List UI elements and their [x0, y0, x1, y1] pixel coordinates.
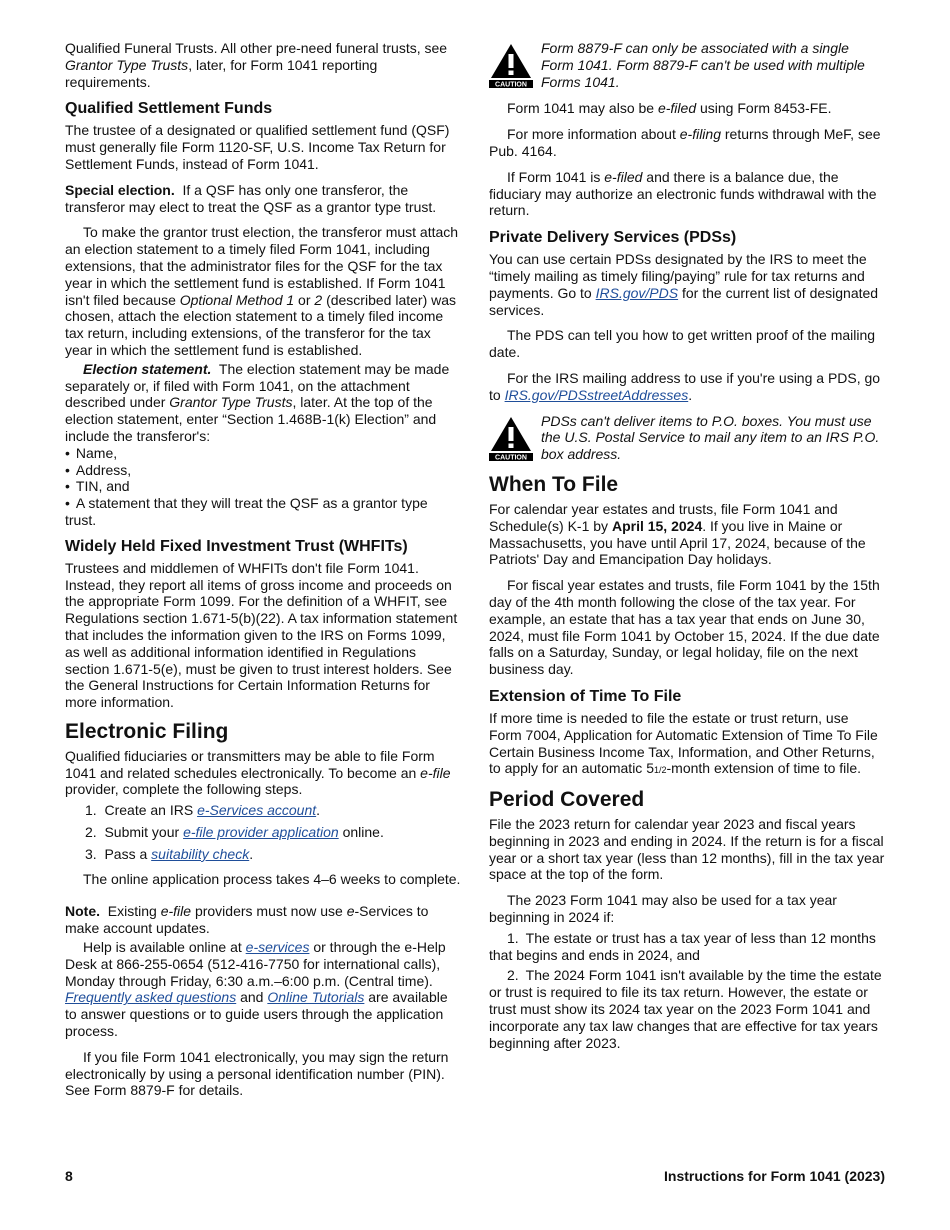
text: For calendar year estates and trusts, file Form 1041 and Schedule(s) K-1 by [489, 500, 838, 534]
page-number: 8 [65, 1168, 73, 1184]
list-item [85, 824, 461, 841]
step-number: 3. [85, 845, 97, 862]
pds-paragraph-1 [489, 251, 885, 318]
caution-text: PDSs can't deliver items to P.O. boxes. You must use the U.S. Postal Service to mail any item to an IRS P.O. box address. [541, 412, 880, 463]
text-italic: e-filed [604, 168, 643, 185]
caution-box [489, 413, 885, 463]
fraction: 1/2 [654, 765, 667, 776]
text: providers must now use [191, 903, 347, 920]
pds-paragraph-2: The PDS can tell you how to get written proof of the mailing date. [489, 327, 876, 361]
when-to-file-paragraph-1 [489, 501, 885, 568]
text: . If you live in Maine or Massachusetts, you have until April 17, 2024, because of the Patriots' Day and Emancipation Day holidays. [489, 517, 866, 568]
text-italic: 2 [314, 291, 323, 308]
period-covered-paragraph-2: The 2023 Form 1041 may also be used for a tax year beginning in 2024 if: [489, 892, 837, 926]
extension-heading: Extension of Time To File [489, 687, 682, 705]
text: If more time is needed to file the estate or trust return, use Form 7004, Application for Automatic Extension of Time To File Certain Business Income Tax, Information, and Other Returns, to apply for an automatic 5 [489, 709, 878, 777]
caution-label: CAUTION [495, 454, 527, 461]
text: -month extension of time to file. [666, 760, 862, 777]
when-to-file-heading: When To File [489, 472, 619, 496]
caution-icon [489, 42, 533, 88]
text: For more information about [507, 126, 680, 143]
list-item: • Name, [65, 445, 461, 462]
help-paragraph [65, 939, 461, 1040]
list-item: • Address, [65, 462, 461, 479]
text: , later. At the top of the election statement, enter “Section 1.468B-1(k) Election” and include the transferor's: [65, 394, 437, 444]
text: For the IRS mailing address to use if you're using a PDS, go to [489, 369, 881, 403]
text: and [236, 989, 268, 1006]
period-covered-paragraph-1: File the 2023 return for calendar year 2023 and fiscal years beginning in 2023 and ending in 2024. If the return is for a fiscal year or a short tax year (less than 12 months), fill in the tax year space at the top of the form. [489, 816, 885, 883]
text: for the current list of designated services. [489, 284, 879, 318]
e-services-link[interactable]: e-services [245, 939, 310, 956]
left-column [65, 40, 461, 1108]
text: Existing [107, 903, 161, 920]
text: provider, complete the following steps. [65, 781, 303, 798]
pds-paragraph-3 [489, 370, 885, 404]
text-italic: e-filing [679, 126, 721, 143]
text-italic: e-file [160, 903, 192, 920]
faq-link[interactable]: Frequently asked questions [65, 989, 237, 1006]
text: using Form 8453-FE. [696, 100, 832, 117]
list-item: 2. The 2024 Form 1041 isn't available by the time the estate or trust is required to file its tax return. However, the estate or trust must show its 2024 tax year on the 2023 Form 1041 and incorporate any tax law changes that are effective for tax years beginning after 2023. [489, 967, 882, 1051]
text: Submit your [104, 824, 184, 841]
whfit-heading: Widely Held Fixed Investment Trust (WHFITs) [65, 537, 408, 555]
right-column [489, 40, 885, 1060]
list-item [85, 846, 461, 863]
text: Qualified fiduciaries or transmitters may be able to file Form 1041 and related schedules electronically. To become an [65, 747, 435, 781]
list-item: • A statement that they will treat the QSF as a grantor type trust. [65, 495, 461, 529]
text: -Services to make account updates. [65, 903, 429, 937]
text-italic: e [346, 903, 355, 920]
when-to-file-paragraph-2: For fiscal year estates and trusts, file Form 1041 by the 15th day of the 4th month following the close of the tax year. For example, an estate that has a tax year that ends on June 30, 2024, must file Form 1041 by October 15, 2024. If the due date falls on a Saturday, Sunday, or legal holiday, file on the next business day. [489, 577, 880, 678]
caution-text: Form 8879-F can only be associated with a single Form 1041. Form 8879-F can't be used with multiple Forms 1041. [541, 40, 865, 90]
run-in-label: Election statement. [83, 360, 212, 377]
text: If Form 1041 is [507, 168, 605, 185]
e-file-provider-application-link[interactable]: e-file provider application [183, 824, 339, 841]
text: . [688, 386, 693, 403]
intro-paragraph [65, 40, 461, 90]
qsf-paragraph: The trustee of a designated or qualified settlement fund (QSF) must generally file Form 1120-SF, U.S. Income Tax Return for Settlement Funds, instead of Form 1041. [65, 122, 450, 172]
text: or [294, 291, 315, 308]
note-paragraph [65, 903, 461, 937]
footer-title: Instructions for Form 1041 (2023) [664, 1168, 885, 1184]
step-number: 2. [85, 824, 97, 841]
grantor-election-paragraph [65, 224, 461, 358]
text: The election statement may be made separately or, if filed with Form 1041, on the attachment described under [65, 360, 450, 411]
list-item: 1. The estate or trust has a tax year of less than 12 months that begins and ends in 2024, and [489, 929, 876, 963]
text-italic: e-file [420, 764, 451, 781]
text: are available to answer questions or to guide users through the application process. [65, 989, 448, 1040]
election-statement-paragraph [65, 361, 461, 445]
text: (described later) was chosen, attach the election statement to a timely filed income tax return, including extensions, of the transferor for the tax year in which the settlement fund is established. [65, 291, 457, 358]
qsf-heading: Qualified Settlement Funds [65, 100, 273, 118]
suitability-check-link[interactable]: suitability check [151, 845, 250, 862]
text: Form 1041 may also be [507, 100, 658, 117]
text: . [316, 802, 321, 819]
list-item: • TIN, and [65, 478, 461, 495]
text: Create an IRS [104, 802, 198, 819]
step-number: 1. [85, 802, 97, 819]
caution-icon [489, 415, 533, 461]
list-item [85, 802, 461, 819]
online-tutorials-link[interactable]: Online Tutorials [267, 989, 365, 1006]
run-in-label: Special election. [65, 181, 175, 198]
whfit-paragraph: Trustees and middlemen of WHFITs don't file Form 1041. Instead, they report all items of gross income and proceeds on the appropriate Form 1099. For the definition of a WHFIT, see Regulations section 1.671-5(b)(22). A tax information statement that includes the information given to the IRS on Forms 1099, as well as additional information identified in Regulations section 1.671-5(e), must be given to trust interest holders. See the General Instructions for Certain Information Returns for more information. [65, 559, 458, 711]
text: and there is a balance due, the fiduciary may authorize an electronic funds withdrawal with the return. [489, 168, 877, 219]
ef-weeks-paragraph: The online application process takes 4–6 weeks to complete. [83, 870, 461, 887]
pin-paragraph: If you file Form 1041 electronically, you may sign the return electronically by using a personal identification number (PIN). See Form 8879-F for details. [65, 1048, 449, 1099]
text-italic: Grantor Type Trusts [65, 56, 189, 73]
text: To make the grantor trust election, the transferor must attach an election statement to a timely filed Form 1041, including extensions, that the administrator files for the QSF for the tax year in which the settlement fund is established. If Form 1041 isn't filed because [65, 224, 459, 308]
text: If a QSF has only one transferor, the transferor may elect to treat the QSF as a grantor type trust. [65, 181, 437, 215]
run-in-label: Note. [65, 903, 100, 920]
text: online. [338, 824, 384, 841]
text: , later, for Form 1041 reporting requirements. [65, 56, 378, 90]
text: . [249, 845, 254, 862]
text: returns through MeF, see Pub. 4164. [489, 126, 881, 159]
text-italic: e-filed [657, 100, 697, 117]
text: Qualified Funeral Trusts. All other pre-need funeral trusts, see [65, 40, 448, 56]
period-covered-heading: Period Covered [489, 788, 645, 812]
pds-heading: Private Delivery Services (PDSs) [489, 229, 737, 247]
extension-paragraph [489, 710, 885, 779]
text: Help is available online at [83, 939, 246, 956]
text: or through the e-Help Desk at 866-255-0654 (512-416-7750 for international calls), Monday through Friday, 6:30 a.m.–6:00 p.m. (Central time). [65, 939, 446, 989]
text-italic: Optional Method 1 [179, 291, 295, 308]
text-italic: Grantor Type Trusts [169, 394, 293, 411]
text: Pass a [104, 845, 152, 862]
mef-paragraph [489, 126, 885, 160]
text: You can use certain PDSs designated by the IRS to meet the “timely mailing as timely filing/paying” rule for tax returns and payments. Go to [489, 251, 867, 301]
special-election-paragraph [65, 182, 461, 216]
irs-pds-link[interactable]: IRS.gov/PDS [595, 284, 679, 301]
ef-intro-paragraph [65, 748, 461, 798]
caution-box [489, 40, 885, 90]
electronic-filing-heading: Electronic Filing [65, 719, 229, 743]
ef-steps-list [65, 802, 461, 862]
e-services-account-link[interactable]: e-Services account [197, 802, 317, 819]
balance-due-paragraph [489, 169, 885, 219]
due-date: April 15, 2024 [611, 517, 703, 534]
irs-pds-street-addresses-link[interactable]: IRS.gov/PDSstreetAddresses [504, 386, 689, 403]
caution-label: CAUTION [495, 81, 527, 88]
efile-8453-paragraph [489, 100, 885, 117]
election-bullet-list [65, 445, 461, 529]
